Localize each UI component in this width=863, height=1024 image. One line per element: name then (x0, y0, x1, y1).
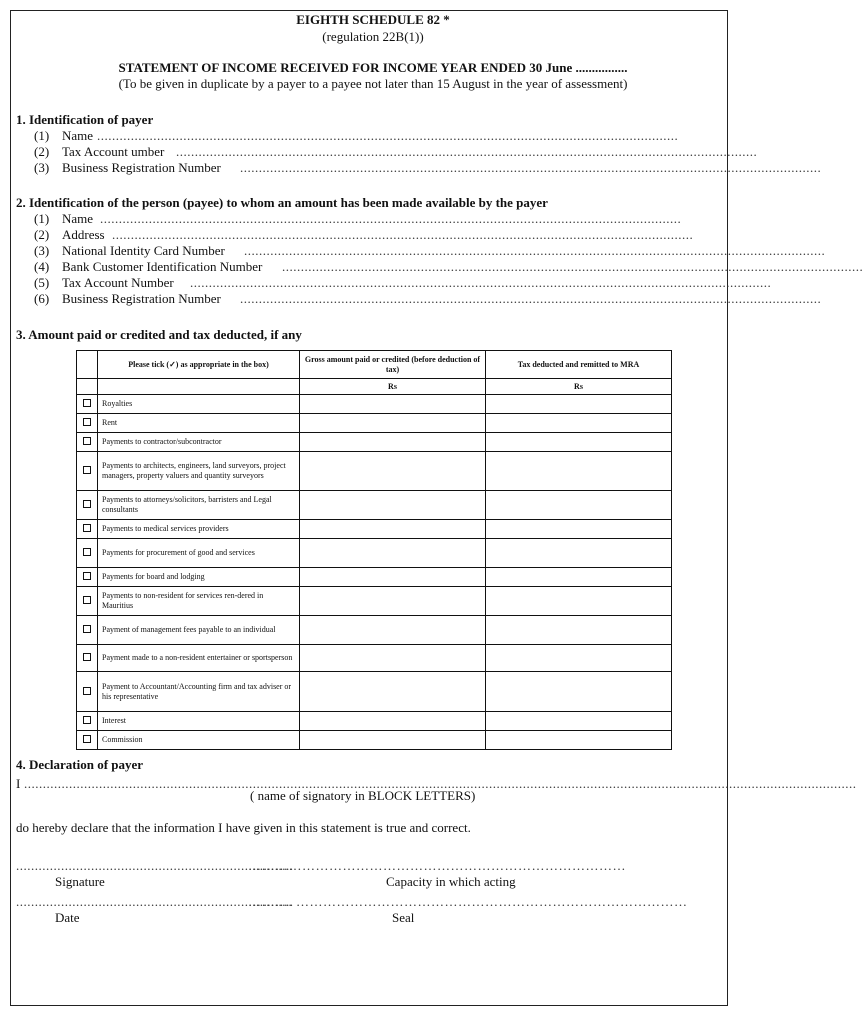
tick-checkbox[interactable] (83, 399, 91, 407)
tax-deducted-cell[interactable] (486, 491, 672, 520)
tick-checkbox[interactable] (83, 596, 91, 604)
tick-checkbox[interactable] (83, 418, 91, 426)
payment-type-label: Payments for procurement of good and services (98, 539, 300, 568)
table-row (77, 452, 672, 491)
tick-checkbox[interactable] (83, 437, 91, 445)
payment-type-label: Payments to medical services providers (98, 520, 300, 539)
section4-title: 4. Declaration of payer (16, 757, 144, 772)
s1-tax-account-label: Tax Account umber (62, 144, 165, 159)
header-blank-cell (77, 351, 98, 379)
section2-title: 2. Identification of the person (payee) to whom an amount has been made available by the payer (16, 195, 548, 210)
gross-amount-cell[interactable] (300, 491, 486, 520)
s2-nic-field[interactable]: ........................................................................................................................................................... (244, 243, 826, 258)
tick-checkbox[interactable] (83, 466, 91, 474)
seal-label: Seal (392, 910, 415, 925)
tick-checkbox[interactable] (83, 687, 91, 695)
payment-type-label: Rent (98, 414, 300, 433)
tick-checkbox[interactable] (83, 500, 91, 508)
regulation-ref: (regulation 22B(1)) (322, 29, 424, 44)
payment-type-label: Payment to Accountant/Accounting firm and tax adviser or his representative (98, 672, 300, 712)
col-tax-header: Tax deducted and remitted to MRA (486, 351, 672, 379)
table-row (77, 616, 672, 645)
tax-deducted-cell[interactable] (486, 433, 672, 452)
s2-name-field[interactable]: ........................................................................................................................................................... (100, 211, 682, 226)
col-gross-header: Gross amount paid or credited (before deduction of tax) (300, 351, 486, 379)
table-header-row (77, 351, 672, 379)
s2-address-label: Address (62, 227, 105, 242)
tax-deducted-cell[interactable] (486, 520, 672, 539)
table-row (77, 539, 672, 568)
s2-item-num: (6) (34, 291, 50, 306)
signature-label: Signature (55, 874, 105, 889)
section1-title: 1. Identification of payer (16, 112, 154, 127)
signatory-name-field[interactable]: .............................................................................................................................................................................................................................. (24, 776, 857, 791)
payment-type-label: Interest (98, 712, 300, 731)
gross-amount-cell[interactable] (300, 616, 486, 645)
gross-amount-cell[interactable] (300, 520, 486, 539)
tick-checkbox[interactable] (83, 653, 91, 661)
table-row (77, 520, 672, 539)
tax-deducted-cell[interactable] (486, 452, 672, 491)
tax-deducted-cell[interactable] (486, 731, 672, 750)
tax-deducted-cell[interactable] (486, 568, 672, 587)
payment-type-label: Royalties (98, 395, 300, 414)
payment-type-label: Payments to architects, engineers, land surveyors, project managers, property valuers and quantity surveyors (98, 452, 300, 491)
payment-type-label: Payment made to a non-resident entertainer or sportsperson (98, 645, 300, 672)
table-row (77, 433, 672, 452)
tax-deducted-cell[interactable] (486, 712, 672, 731)
seal-field[interactable]: ………. …………………………………………………………………………… (248, 894, 688, 909)
s2-brn-field[interactable]: ........................................................................................................................................................... (240, 291, 822, 306)
table-row (77, 731, 672, 750)
s2-item-num: (2) (34, 227, 50, 242)
tax-deducted-cell[interactable] (486, 645, 672, 672)
statement-instruction: (To be given in duplicate by a payer to a payee not later than 15 August in the year of assessment) (118, 76, 628, 91)
payment-type-label: Commission (98, 731, 300, 750)
payments-table (76, 350, 672, 750)
s2-item-num: (5) (34, 275, 50, 290)
section3-title: 3. Amount paid or credited and tax deducted, if any (16, 327, 302, 342)
table-row (77, 587, 672, 616)
tax-deducted-cell[interactable] (486, 395, 672, 414)
tick-checkbox[interactable] (83, 572, 91, 580)
payment-type-label: Payments to non-resident for services ren-dered in Mauritius (98, 587, 300, 616)
table-row (77, 712, 672, 731)
gross-amount-cell[interactable] (300, 587, 486, 616)
gross-amount-cell[interactable] (300, 433, 486, 452)
tick-checkbox[interactable] (83, 625, 91, 633)
gross-amount-cell[interactable] (300, 712, 486, 731)
s1-name-label: Name (62, 128, 94, 143)
table-row (77, 672, 672, 712)
s2-nic-label: National Identity Card Number (62, 243, 225, 258)
tax-deducted-cell[interactable] (486, 587, 672, 616)
s2-bank-id-field[interactable]: ........................................................................................................................................................... (282, 259, 863, 274)
gross-amount-cell[interactable] (300, 731, 486, 750)
table-row (77, 395, 672, 414)
tax-unit: Rs (486, 379, 672, 395)
payment-type-label: Payments to attorneys/solicitors, barristers and Legal consultants (98, 491, 300, 520)
col-tick-header: Please tick (✓) as appropriate in the box) (98, 351, 300, 379)
declarant-i-label: I (16, 776, 21, 791)
gross-unit: Rs (300, 379, 486, 395)
tax-deducted-cell[interactable] (486, 672, 672, 712)
gross-amount-cell[interactable] (300, 672, 486, 712)
tax-deducted-cell[interactable] (486, 616, 672, 645)
s2-item-num: (1) (34, 211, 50, 226)
tax-deducted-cell[interactable] (486, 539, 672, 568)
date-field[interactable]: .......................................................................... (16, 894, 294, 909)
s1-item-num: (2) (34, 144, 50, 159)
statement-title: STATEMENT OF INCOME RECEIVED FOR INCOME YEAR ENDED 30 June ................ (118, 60, 628, 75)
s1-brn-label: Business Registration Number (62, 160, 221, 175)
gross-amount-cell[interactable] (300, 568, 486, 587)
s1-brn-field[interactable]: ........................................................................................................................................................... (240, 160, 822, 175)
gross-amount-cell[interactable] (300, 645, 486, 672)
capacity-label: Capacity in which acting (386, 874, 516, 889)
table-row (77, 568, 672, 587)
gross-amount-cell[interactable] (300, 452, 486, 491)
table-unit-row (77, 379, 672, 395)
s2-brn-label: Business Registration Number (62, 291, 221, 306)
s2-tax-account-label: Tax Account Number (62, 275, 174, 290)
tick-checkbox[interactable] (83, 524, 91, 532)
payment-type-label: Payments for board and lodging (98, 568, 300, 587)
payment-type-label: Payment of management fees payable to an individual (98, 616, 300, 645)
s2-bank-id-label: Bank Customer Identification Number (62, 259, 263, 274)
s2-name-label: Name (62, 211, 94, 226)
s2-item-num: (3) (34, 243, 50, 258)
s2-address-field[interactable]: ........................................................................................................................................................... (112, 227, 694, 242)
s2-tax-account-field[interactable]: ........................................................................................................................................................... (190, 275, 772, 290)
date-label: Date (55, 910, 80, 925)
payment-type-label: Payments to contractor/subcontractor (98, 433, 300, 452)
gross-amount-cell[interactable] (300, 395, 486, 414)
table-row (77, 414, 672, 433)
table-row (77, 491, 672, 520)
gross-amount-cell[interactable] (300, 414, 486, 433)
schedule-title: EIGHTH SCHEDULE 82 * (296, 12, 450, 27)
s1-item-num: (1) (34, 128, 50, 143)
capacity-field[interactable]: ………………………………………………………………………… (248, 858, 626, 873)
tax-deducted-cell[interactable] (486, 414, 672, 433)
signature-field[interactable]: .......................................................................... (16, 858, 294, 873)
s2-item-num: (4) (34, 259, 50, 274)
s1-item-num: (3) (34, 160, 50, 175)
tick-checkbox[interactable] (83, 716, 91, 724)
tick-checkbox[interactable] (83, 735, 91, 743)
signatory-note: ( name of signatory in BLOCK LETTERS) (250, 788, 476, 803)
gross-amount-cell[interactable] (300, 539, 486, 568)
declaration-text: do hereby declare that the information I have given in this statement is true and correct. (16, 820, 471, 835)
s1-tax-account-field[interactable]: ........................................................................................................................................................... (176, 144, 758, 159)
tick-checkbox[interactable] (83, 548, 91, 556)
table-row (77, 645, 672, 672)
s1-name-field[interactable]: ........................................................................................................................................................... (97, 128, 679, 143)
